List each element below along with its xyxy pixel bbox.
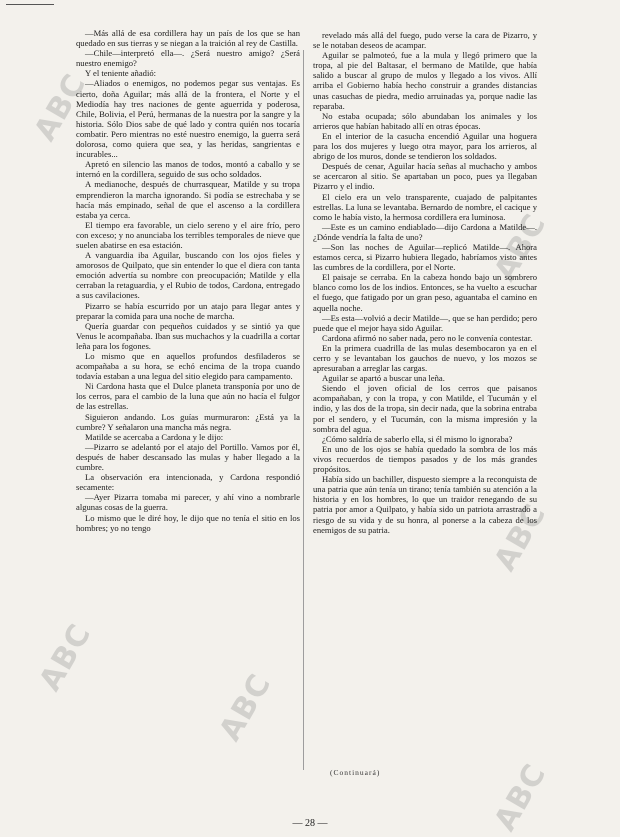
abc-watermark: ABC	[487, 207, 554, 288]
paragraph: —Aliados o enemigos, no podemos pegar sus ventajas. Es cierto, doña Aguilar; más allá de la frontera, el Norte y el Mediodía hay tres naciones de gente aguerrida y poderosa, Chile, Bolivia, el Perú, hermanas de la nuestra por la sangre y la historia. Sólo Dios sabe de qué lado y contra quién nos tocaría combatir. Pero mientras no esté nuestro enemigo, la guerra será dolorosa, como quiera que sea, y las heridas, sangrientas e incurables...	[76, 78, 300, 160]
paragraph: —Chile—interpretó ella—. ¿Será nuestro amigo? ¿Será nuestro enemigo?	[76, 48, 300, 69]
paragraph: Quería guardar con pequeños cuidados y se sintió ya que Venus le acompañaba. Iban sus muchachos y la cuadrilla a cortar leña para los fogones.	[76, 320, 300, 351]
top-rule	[6, 4, 54, 5]
paragraph: Aguilar se apartó a buscar una leña.	[322, 373, 445, 384]
paragraph: Había sido un bachiller, dispuesto siempre a la reconquista de una patria que aún tenía un tirano; tenía también su atención a la historia y en los hombres, lo que un traidor renegando de su patria por amor a Quilpato, y había sido un patriota arrastrado a riesgo de su vida y de su honra, al ponerse a la cabeza de los enemigos de su patria.	[313, 474, 537, 535]
paragraph: En la primera cuadrilla de las mulas desembocaron ya en el cerro y se levantaban los gauchos de nuevo, y los mozos se apresuraban a arreglar las cargas.	[313, 342, 537, 374]
paragraph: ¿Cómo saldría de saberlo ella, si él mismo lo ignoraba?	[322, 433, 513, 444]
column-divider	[303, 50, 304, 770]
right-text-column	[313, 30, 537, 535]
paragraph: Lo mismo que le diré hoy, le dijo que no tenía el sitio en los hombres; yo no tengo	[76, 512, 300, 533]
abc-watermark: ABC	[27, 67, 94, 148]
page-number: — 28 —	[292, 818, 328, 829]
abc-watermark: ABC	[32, 617, 99, 698]
paragraph: —Ayer Pizarra tomaba mi parecer, y ahí vino a nombrarle algunas cosas de la guerra.	[76, 492, 300, 513]
paragraph: Siguieron andando. Los guías murmuraron: ¿Está ya la cumbre? Y señalaron una mancha más negra.	[76, 411, 300, 432]
continuation-note: (Continuará)	[330, 768, 381, 777]
paragraph: Lo mismo que en aquellos profundos desfiladeros se acompañaba a su hora, se echó encima de la tropa cuando todavía estaban a una legua del sitio elegido para campamento.	[76, 351, 300, 382]
paragraph: Después de cenar, Aguilar hacía señas al muchacho y ambos se acercaron al sitio. Se apartaban un poco, pues ya llegaban Pizarro y el indio.	[313, 161, 537, 192]
left-text-column	[76, 28, 300, 533]
paragraph: En uno de los ojos se había quedado la sombra de los más vivos recuerdos de tiempos pasados y de los más grandes propósitos.	[313, 443, 537, 475]
paragraph: Aguilar se palmoteó, fue a la mula y llegó primero que la tropa, al pie del Baltasar, el bermano de Matilde, que había salido a buscar al grupo de mulos y llegado a los vivos. Allí arriba el Gobierno había hecho construir a grandes distancias unas casuchas de piedra, medio arruinadas ya, porque nadie las reparaba.	[313, 50, 537, 111]
paragraph: No estaba ocupada; sólo abundaban los animales y los arrieros que habían habitado allí en otras épocas.	[313, 110, 537, 131]
paragraph: —Es esta—volvió a decir Matilde—, que se han perdido; pero puede que el mejor haya sido Aguilar.	[313, 312, 537, 333]
paragraph: —Este es un camino endiablado—dijo Cardona a Matilde—. ¿Dónde vendría la falta de uno?	[313, 221, 537, 242]
abc-watermark: ABC	[487, 497, 554, 578]
paragraph: Matilde se acercaba a Cardona y le dijo:	[85, 431, 224, 442]
paragraph: Ni Cardona hasta que el Dulce planeta transponía por uno de los cerros, para el cambio de la luna que aún no hacía el fulgor de las estrellas.	[76, 381, 300, 412]
paragraph: Apretó en silencio las manos de todos, montó a caballo y se internó en la cordillera, seguido de sus ocho soldados.	[76, 159, 300, 180]
paragraph: En el interior de la casucha encendió Aguilar una hoguera para los dos mujeres y luego otra mayor, para los arrieros, al abrigo de los muros, donde se tendieron los soldados.	[313, 130, 537, 162]
abc-watermark: ABC	[487, 757, 554, 837]
paragraph: —Son las noches de Aguilar—replicó Matilde—. Ahora estamos cerca, si Pizarro hubiera llegado, habríamos visto antes las cumbres de la cordillera, por el Norte.	[313, 241, 537, 273]
paragraph: El cielo era un velo transparente, cuajado de palpitantes estrellas. La luna se levantaba. Bernardo de nombre, el cacique y como le había visto, la hermosa cordillera era luminosa.	[313, 191, 537, 222]
paragraph: —Pizarro se adelantó por el atajo del Portillo. Vamos por él, después de haber descansado las mulas y haber llegado a la cumbre.	[76, 441, 300, 473]
paragraph: A vanguardia iba Aguilar, buscando con los ojos fieles y amorosos de Quilpato, que sin entender lo que el diera con tanta emoción advertía su nombre con preocupación; Matilde y ella cerraban la retaguardia, y el Rubio de todos, Cardona, entregado a sus cavilaciones.	[76, 250, 300, 301]
abc-watermark: ABC	[212, 667, 279, 748]
paragraph: Siendo el joven oficial de los cerros que paisanos acompañaban, y con la tropa, y con Matilde, el Tucumán y el indio, y las dos de la tropa, sin decir nada, que la sobrina entraba por el sendero, y el Tucumán, con la misma impresión y la sombra del agua.	[313, 383, 537, 434]
paragraph: La observación era intencionada, y Cardona respondió secamente:	[76, 472, 300, 493]
paragraph: A medianoche, después de churrasquear, Matilde y su tropa emprendieron la marcha ignorando. Si podía se estrechaba y se hacía más empinado, señal de que el ascenso a la cordillera estaba ya cerca.	[76, 179, 300, 220]
paragraph: revelado más allá del fuego, pudo verse la cara de Pizarro, y se le notaban deseos de acampar.	[313, 30, 537, 51]
paragraph: —Más allá de esa cordillera hay un país de los que se han quedado en sus tierras y se niegan a la traición al rey de Castilla.	[76, 28, 300, 49]
paragraph: Y el teniente añadió:	[85, 68, 157, 79]
paragraph: El tiempo era favorable, un cielo sereno y el aire frío, pero con exceso; y no anunciaba los terribles temporales de nieve que suelen abatirse en esa estación.	[76, 219, 300, 250]
paragraph: Pizarro se había escurrido por un atajo para llegar antes y preparar la comida para una noche de marcha.	[76, 300, 300, 321]
paragraph: El paisaje se cerraba. En la cabeza hondo bajo un sombrero blanco como los de los indios. Entonces, se ha vuelto a escuchar el fuego, que fatigado por un gran peso, aguantaba el camino en aquella noche.	[313, 272, 537, 313]
paragraph: Cardona afirmó no saber nada, pero no le convenía contestar.	[322, 332, 533, 343]
